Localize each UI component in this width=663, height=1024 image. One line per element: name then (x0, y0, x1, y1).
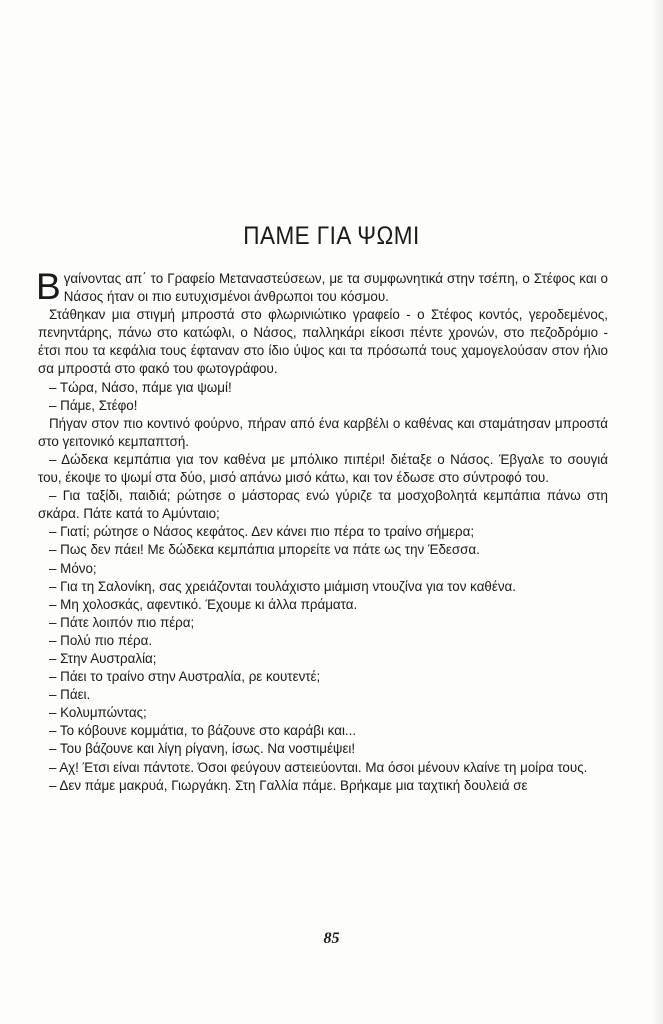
dialog-line: – Πως δεν πάει! Με δώδεκα κεμπάπια μπορείτε να πάτε ως την Έδεσσα. (49, 542, 480, 558)
dialog-line: – Πάει το τραίνο στην Αυστραλία, ρε κουτεντέ; (49, 669, 321, 685)
paragraph: Στάθηκαν μια στιγμή μπροστά στο φλωρινιώτικο γραφείο - ο Στέφος κοντός, γεροδεμένος, πενηντάρης, πάνω στο κατώφλι, ο Νάσος, παλληκάρι είκοσι πέντε χρονών, στο πεζοδρόμιο - έτσι που τα κεφάλια τους έφταναν στο ίδιο ύψος και τα πρόσωπά τους χαμογελούσαν στον ήλιο σα μπροστά στο φακό του φωτογράφου. (38, 307, 608, 377)
dialog-line: – Μη χολοσκάς, αφεντικό. Έχουμε κι άλλα πράματα. (49, 596, 358, 612)
dialog-line: – Δεν πάμε μακρυά, Γιωργάκη. Στη Γαλλία πάμε. Βρήκαμε μια ταχτική δουλειά σε (49, 777, 528, 793)
dialog-line: – Του βάζουνε και λίγη ρίγανη, ίσως. Να νοστιμέψει! (49, 741, 356, 757)
paragraph-text: γαίνοντας απ΄ το Γραφείο Μεταναστεύσεων, με τα συμφωνητικά στην τσέπη, ο Στέφος και ο Νάσος ήταν οι πιο ευτυχισμένοι άνθρωποι του κόσμου. (63, 271, 608, 305)
dialog-line: – Κολυμπώντας; (49, 705, 147, 721)
dialog-line: – Πολύ πιο πέρα. (49, 632, 153, 648)
chapter-text (36, 266, 608, 795)
dialog-line: – Το κόβουνε κομμάτια, το βάζουνε στο καράβι και... (49, 723, 357, 739)
dialog-line: – Μόνο; (49, 560, 97, 576)
dialog-line: – Στην Αυστραλία; (49, 650, 157, 666)
dialog-line: – Δώδεκα κεμπάπια για τον καθένα με μπόλικο πιπέρι! διέταξε ο Νάσος. Έβγαλε το σουγιά του, έκοψε το ψωμί στα δύο, μισό απάνω μισό κάτω, και τον έδωσε στο σύντροφό του. (38, 451, 608, 486)
dialog-line: – Πάτε λοιπόν πιο πέρα; (49, 614, 195, 630)
dialog-line: – Αχ! Έτσι είναι πάντοτε. Όσοι φεύγουν αστειεύονται. Μα όσοι μένουν κλαίνε τη μοίρα τους. (49, 759, 588, 775)
page-number: 85 (323, 930, 340, 947)
drop-cap: Β (36, 266, 61, 307)
dialog-line: – Πάει. (49, 687, 91, 703)
dialog-line: – Για ταξίδι, παιδιά; ρώτησε ο μάστορας ενώ γύριζε τα μοσχοβολητά κεμπάπια πάνω στη σκάρα. Πάτε κατά το Αμύνταιο; (38, 488, 608, 522)
dialog-line: – Γιατί; ρώτησε ο Νάσος κεφάτος. Δεν κάνει πιο πέρα το τραίνο σήμερα; (49, 524, 475, 540)
chapter-title: ΠΑΜΕ ΓΙΑ ΨΩΜΙ (243, 222, 420, 250)
dialog-line: – Για τη Σαλονίκη, σας χρειάζονται τουλάχιστο μιάμιση ντουζίνα για τον καθένα. (49, 578, 517, 594)
paragraph (36, 266, 608, 307)
paragraph: Πήγαν στον πιο κοντινό φούρνο, πήραν από ένα καρβέλι ο καθένας και σταμάτησαν μπροστά στο γειτονικό κεμπαπτσή. (38, 415, 608, 449)
page-edge-shadow (651, 0, 663, 1024)
dialog-line: – Τώρα, Νάσο, πάμε για ψωμί! (49, 379, 232, 395)
dialog-line: – Πάμε, Στέφο! (49, 397, 138, 413)
